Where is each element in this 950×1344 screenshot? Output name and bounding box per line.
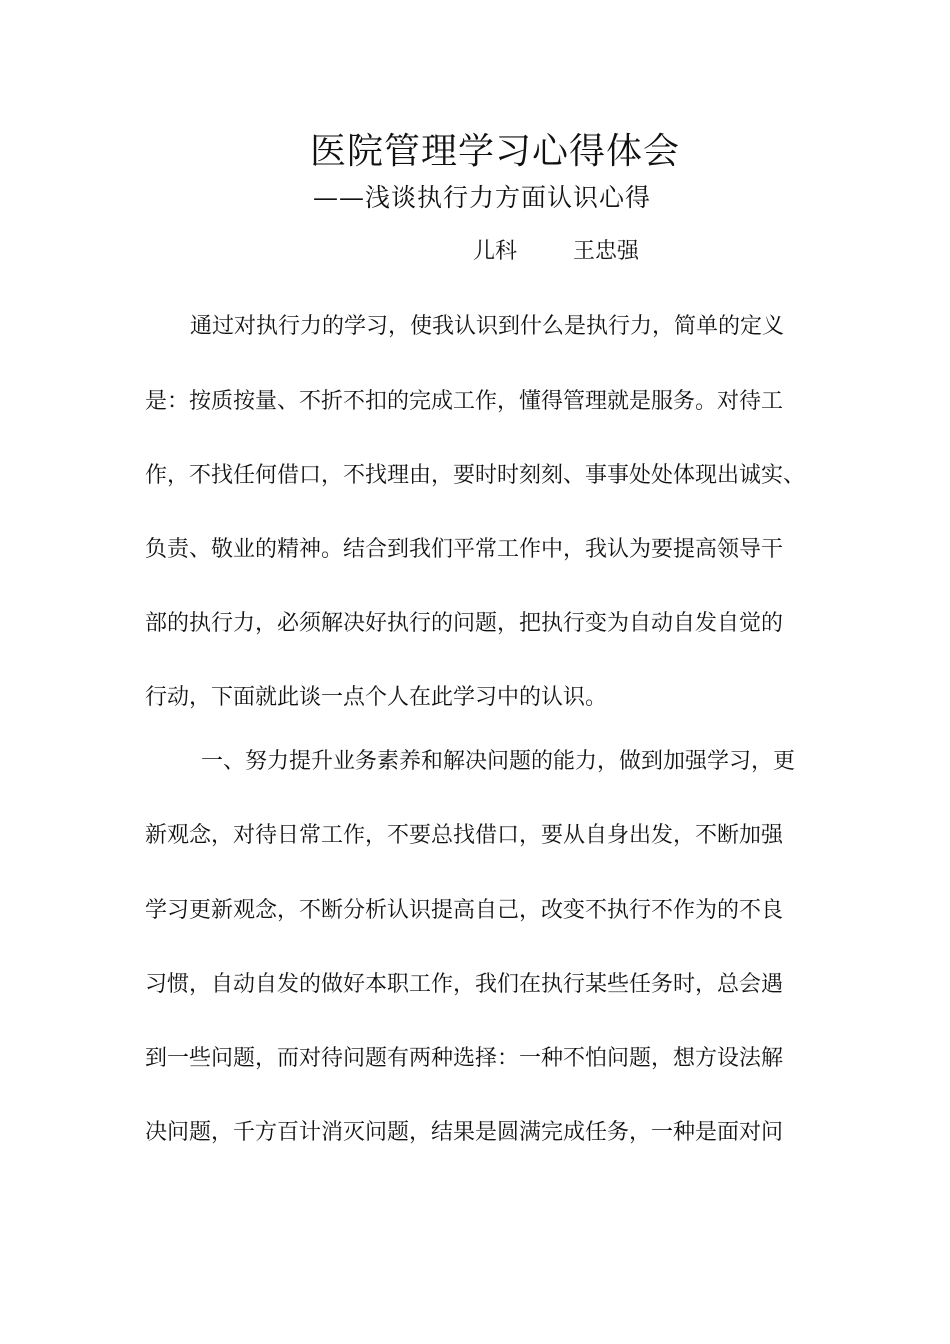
body-line: 到一些问题，而对待问题有两种选择：一种不怕问题，想方设法解 [145,1046,784,1071]
body-line: 新观念，对待日常工作，不要总找借口，要从自身出发，不断加强 [145,823,784,848]
document-title: 医院管理学习心得体会 [309,131,680,172]
body-line: 一、努力提升业务素养和解决问题的能力，做到加强学习，更 [201,749,796,774]
body-line: 习惯，自动自发的做好本职工作，我们在执行某些任务时，总会遇 [145,972,784,997]
body-line: 作，不找任何借口，不找理由，要时时刻刻、事事处处体现出诚实、 [145,463,806,488]
body-line: 负责、敬业的精神。结合到我们平常工作中，我认为要提高领导干 [145,537,784,562]
body-line: 是：按质按量、不折不扣的完成工作，懂得管理就是服务。对待工 [145,389,784,414]
document-subtitle: ——浅谈执行力方面认识心得 [313,183,652,212]
body-line: 通过对执行力的学习，使我认识到什么是执行力，简单的定义 [190,314,785,339]
body-line: 部的执行力，必须解决好执行的问题，把执行变为自动自发自觉的 [145,611,784,636]
author-name: 王忠强 [573,239,640,264]
body-line: 学习更新观念，不断分析认识提高自己，改变不执行不作为的不良 [145,898,784,923]
body-line: 行动，下面就此谈一点个人在此学习中的认识。 [145,685,608,710]
department-label: 儿科 [473,239,518,264]
body-line: 决问题，千方百计消灭问题，结果是圆满完成任务，一种是面对问 [145,1120,784,1145]
